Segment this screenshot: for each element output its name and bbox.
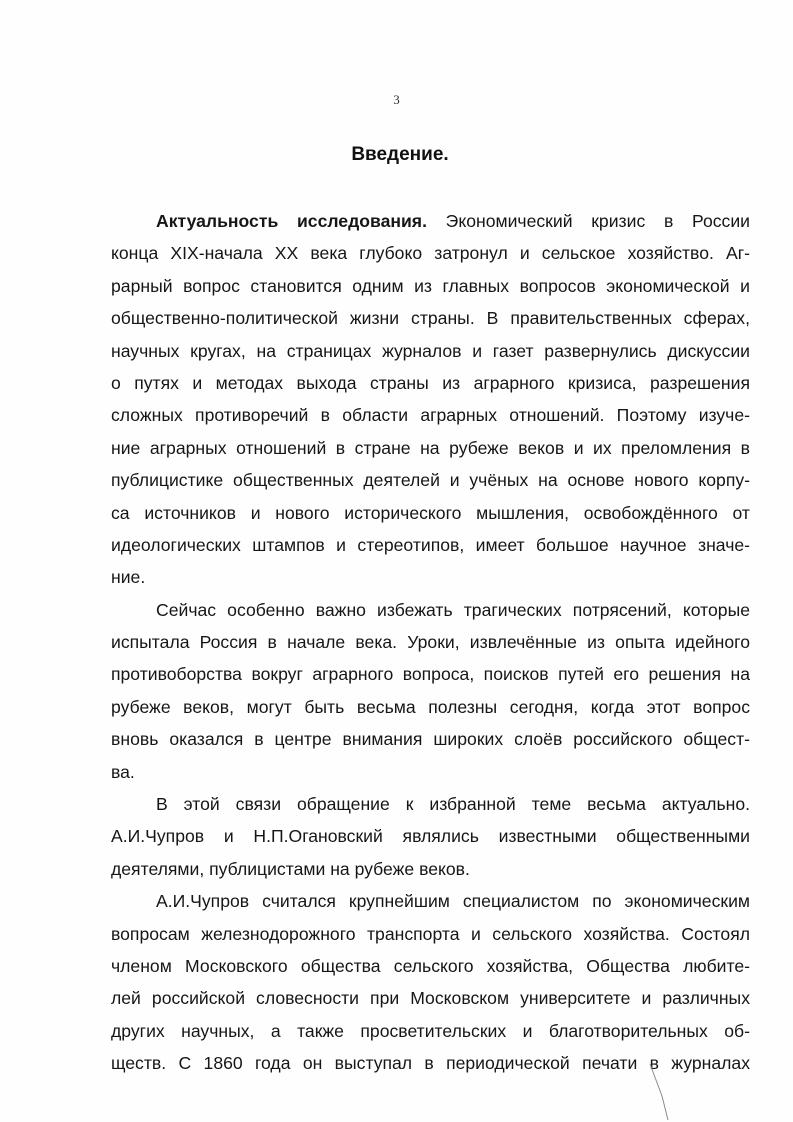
paragraph-1-line-8: ние аграрных отношений в стране на рубеже веков и их преломления в xyxy=(111,437,750,458)
paragraph-3-line-3: деятелями, публицистами на рубеже веков. xyxy=(111,858,470,879)
paragraph-4-line-2: вопросам железнодорожного транспорта и сельского хозяйства. Состоял xyxy=(111,923,750,944)
paragraph-1-line-4: общественно-политической жизни страны. В правительственных сферах, xyxy=(111,308,750,329)
paragraph-1-line-6: о путях и методах выхода страны из аграрного кризиса, разрешения xyxy=(111,372,750,393)
paragraph-2-line-5: вновь оказался в центре внимания широких слоёв российского общест- xyxy=(111,729,750,750)
page-number: 3 xyxy=(393,92,400,107)
paragraph-2-line-3: противоборства вокруг аграрного вопроса, поисков путей его решения на xyxy=(111,664,750,685)
paragraph-1-line-5: научных кругах, на страницах журналов и газет развернулись дискуссии xyxy=(111,340,750,361)
paragraph-1-line-9: публицистике общественных деятелей и учёных на основе нового корпу- xyxy=(111,470,750,491)
paragraph-1-line-3: рарный вопрос становится одним из главных вопросов экономической и xyxy=(111,275,750,296)
paragraph-1-line-1 xyxy=(111,205,750,237)
paragraph-2-line-6: ва. xyxy=(111,761,135,782)
paragraph-4-line-5: других научных, а также просветительских и благотворительных об- xyxy=(111,1020,750,1041)
paragraph-4-line-6: ществ. С 1860 года он выступал в периодической печати в журналах xyxy=(111,1053,750,1074)
paragraph-1-line-10: са источников и нового исторического мышления, освобождённого от xyxy=(111,502,750,523)
paragraph-1-line-2: конца XIX-начала XX века глубоко затронул и сельское хозяйство. Аг- xyxy=(111,243,750,264)
section-title: Введение. xyxy=(351,144,449,165)
paragraph-3-line-2: А.И.Чупров и Н.П.Огановский являлись известными общественными xyxy=(111,826,750,847)
scan-artifact-mark xyxy=(648,1062,670,1122)
paragraph-2-line-2: испытала Россия в начале века. Уроки, извлечённые из опыта идейного xyxy=(111,632,750,653)
paragraph-1-line-1-text: Экономический кризис в России xyxy=(426,211,751,231)
paragraph-1-line-12: ние. xyxy=(111,567,146,588)
paragraph-4-line-3: членом Московского общества сельского хозяйства, Общества любите- xyxy=(111,955,750,976)
paragraph-1-line-7: сложных противоречий в области аграрных отношений. Поэтому изуче- xyxy=(111,405,750,426)
body-text xyxy=(111,205,750,1080)
paragraph-3-line-1: В этой связи обращение к избранной теме весьма актуально. xyxy=(156,794,750,815)
paragraph-4-line-4: лей российской словесности при Московском университете и различных xyxy=(111,988,750,1009)
paragraph-1-line-11: идеологических штампов и стереотипов, имеет большое научное значе- xyxy=(111,534,750,555)
paragraph-4-line-1: А.И.Чупров считался крупнейшим специалистом по экономическим xyxy=(156,891,750,912)
relevance-heading: Актуальность исследования. xyxy=(156,211,427,231)
paragraph-2-line-1: Сейчас особенно важно избежать трагических потрясений, которые xyxy=(156,599,750,620)
paragraph-2-line-4: рубеже веков, могут быть весьма полезны сегодня, когда этот вопрос xyxy=(111,696,750,717)
